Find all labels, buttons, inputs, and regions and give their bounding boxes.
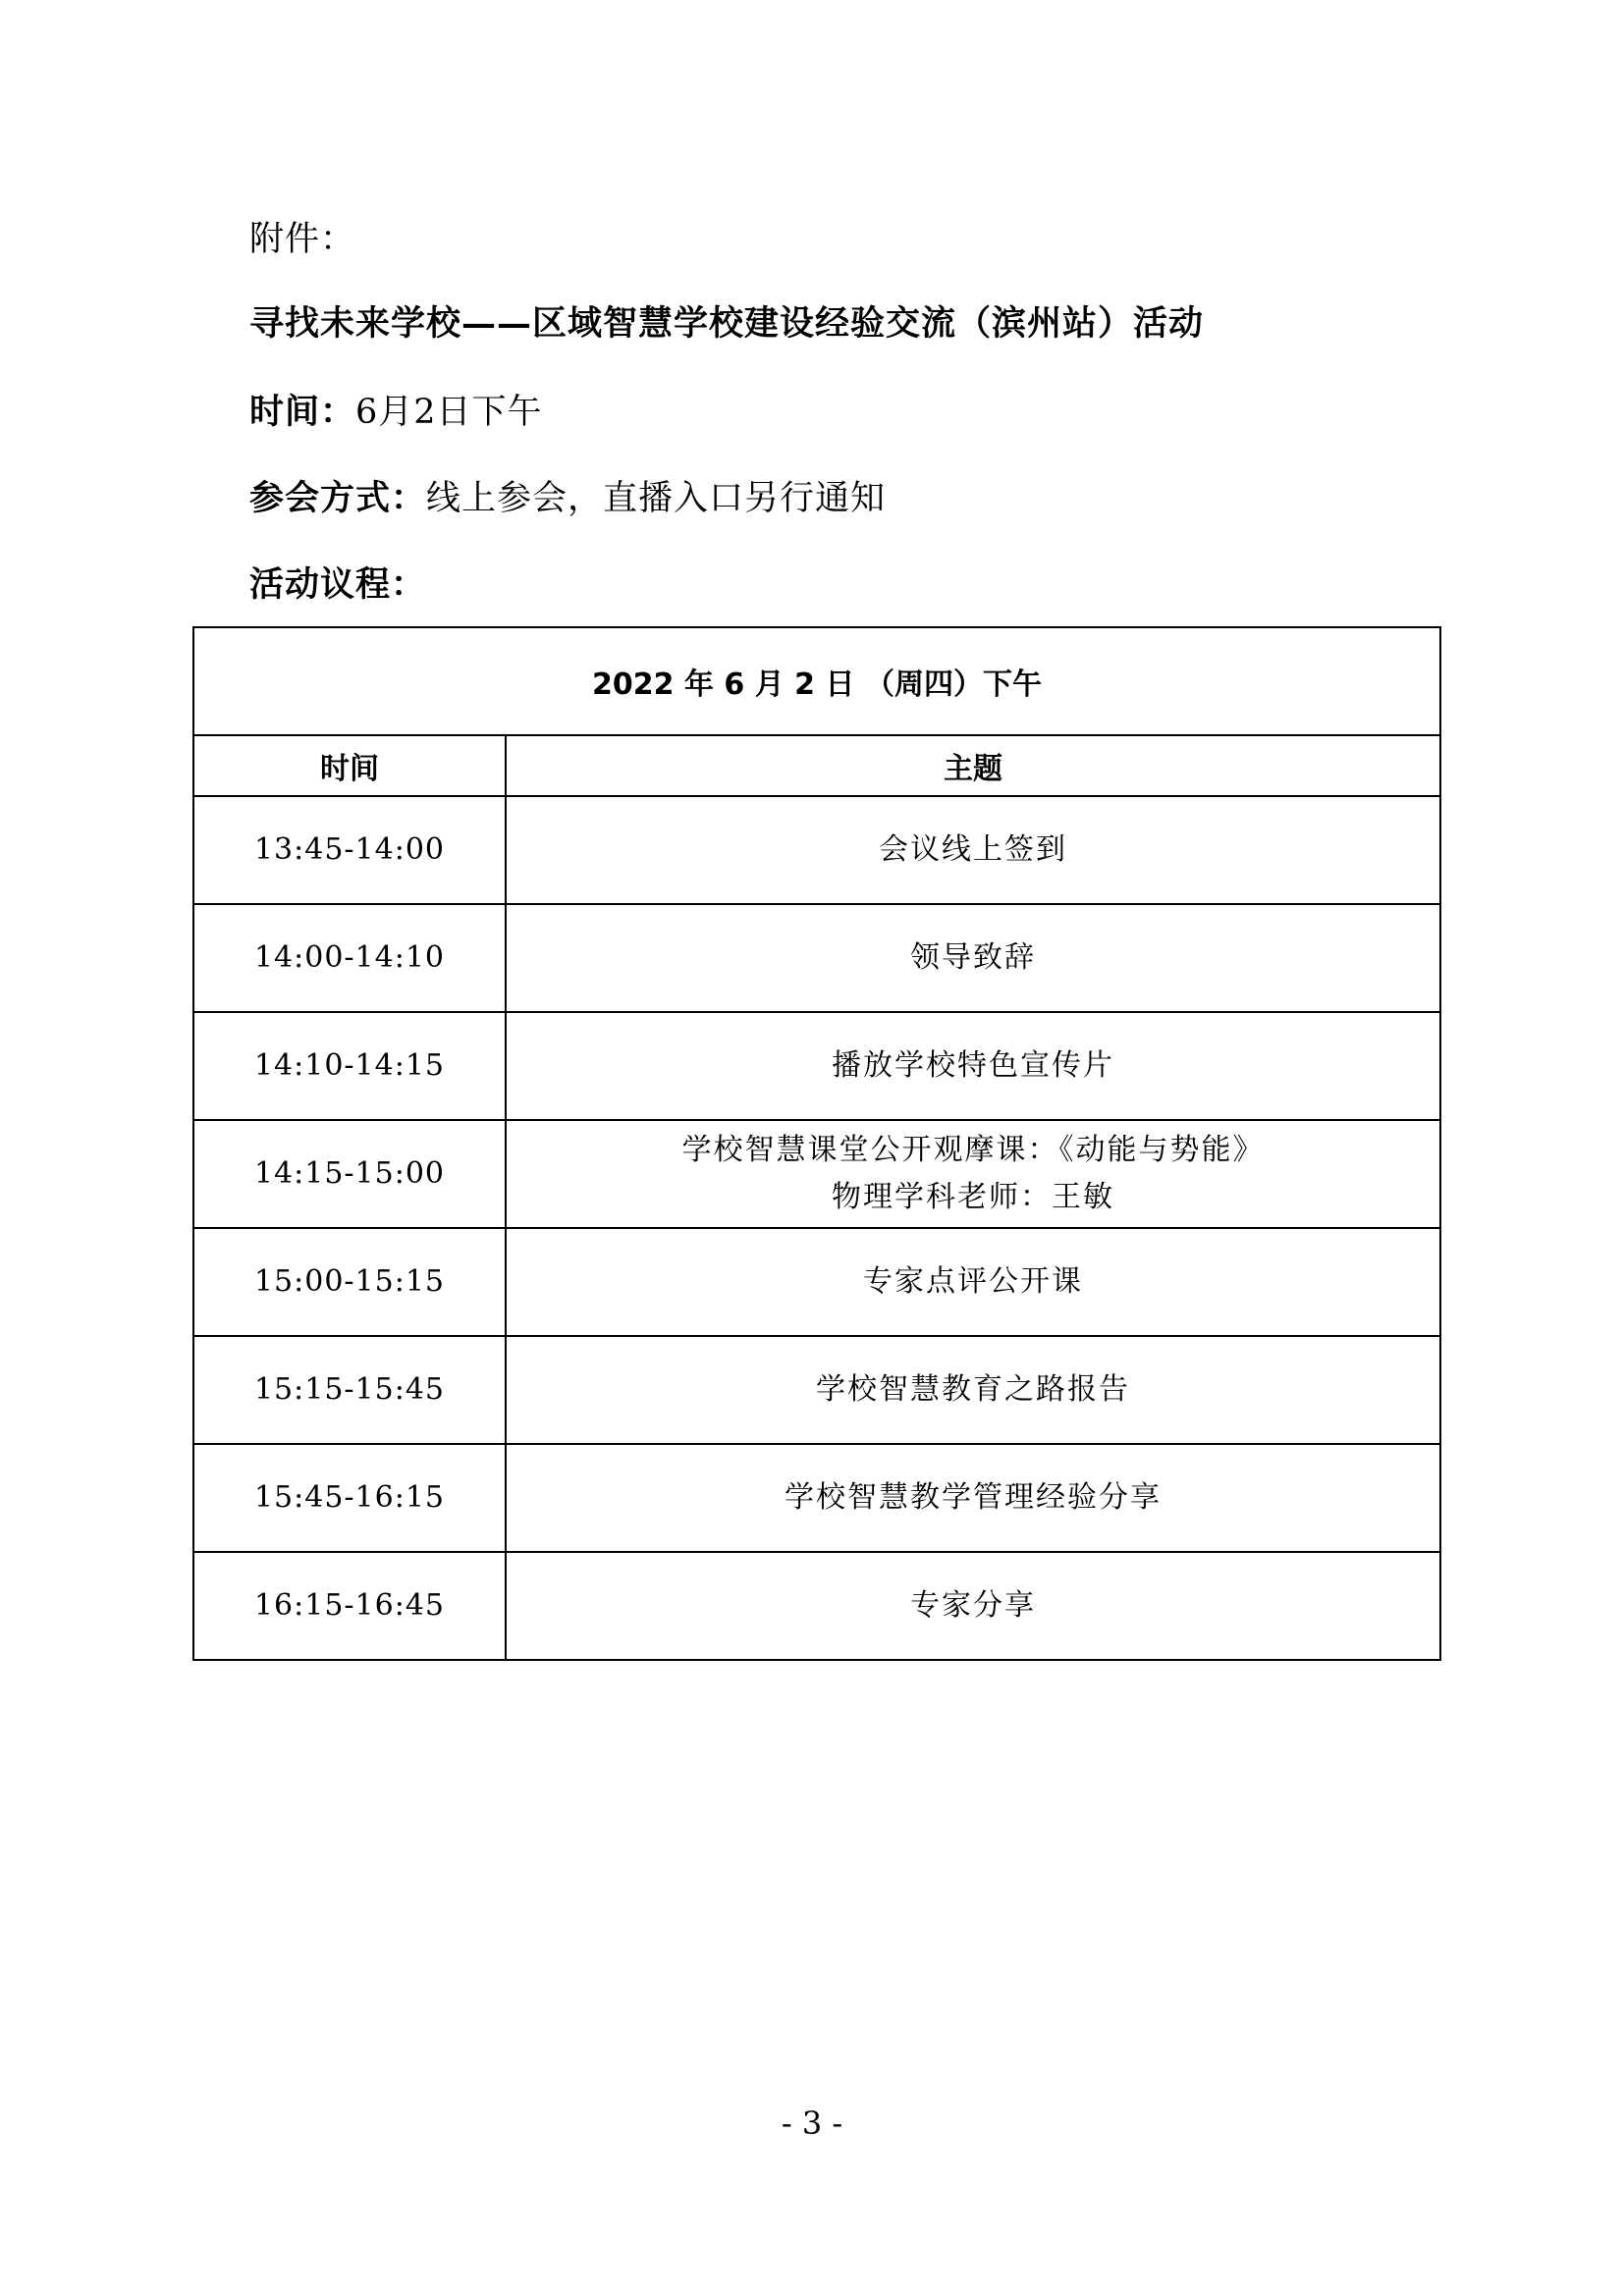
agenda-body [193,796,1440,1660]
column-header-topic: 主题 [506,735,1440,796]
time-info-label: 时间： [249,392,356,432]
attendance-info [249,477,886,520]
table-row [193,1444,1440,1552]
time-cell: 14:15-15:00 [193,1120,506,1228]
document-title: 寻找未来学校——区域智慧学校建设经验交流（滨州站）活动 [249,303,1205,344]
attendance-info-label: 参会方式： [249,478,427,518]
time-cell: 15:15-15:45 [193,1336,506,1444]
table-row [193,904,1440,1012]
topic-cell [506,1228,1440,1336]
table-row [193,1552,1440,1660]
table-row [193,1120,1440,1228]
topic-line: 学校智慧教学管理经验分享 [785,1480,1162,1515]
topic-cell [506,1552,1440,1660]
time-cell: 15:45-16:15 [193,1444,506,1552]
agenda-label: 活动议程： [249,564,427,605]
topic-line: 学校智慧课堂公开观摩课：《动能与势能》 [681,1133,1265,1167]
time-cell: 13:45-14:00 [193,796,506,904]
column-header-time: 时间 [193,735,506,796]
agenda-date-header: 2022 年 6 月 2 日 （周四）下午 [193,627,1440,735]
topic-cell [506,1012,1440,1120]
attendance-info-value: 线上参会，直播入口另行通知 [426,479,887,518]
time-cell: 16:15-16:45 [193,1552,506,1660]
page-number: - 3 - [781,2105,843,2142]
topic-cell [506,1336,1440,1444]
topic-line: 播放学校特色宣传片 [832,1048,1114,1083]
attachment-label: 附件： [249,220,356,259]
topic-line: 会议线上签到 [879,832,1067,867]
time-cell: 15:00-15:15 [193,1228,506,1336]
topic-cell [506,1444,1440,1552]
topic-line: 学校智慧教育之路报告 [816,1372,1130,1407]
table-row [193,1228,1440,1336]
topic-cell [506,904,1440,1012]
time-info-value: 6月2日下午 [355,393,543,432]
table-row [193,1336,1440,1444]
table-row [193,796,1440,904]
topic-cell [506,796,1440,904]
agenda-date-row [193,627,1440,735]
table-row [193,1012,1440,1120]
topic-line: 物理学科老师：王敏 [832,1180,1114,1214]
time-cell: 14:10-14:15 [193,1012,506,1120]
time-info [249,391,543,434]
agenda-table [192,626,1441,1661]
topic-line: 专家点评公开课 [863,1264,1083,1299]
topic-line: 专家分享 [910,1588,1036,1623]
topic-cell [506,1120,1440,1228]
topic-line: 领导致辞 [910,940,1036,975]
time-cell: 14:00-14:10 [193,904,506,1012]
agenda-column-header-row [193,735,1440,796]
